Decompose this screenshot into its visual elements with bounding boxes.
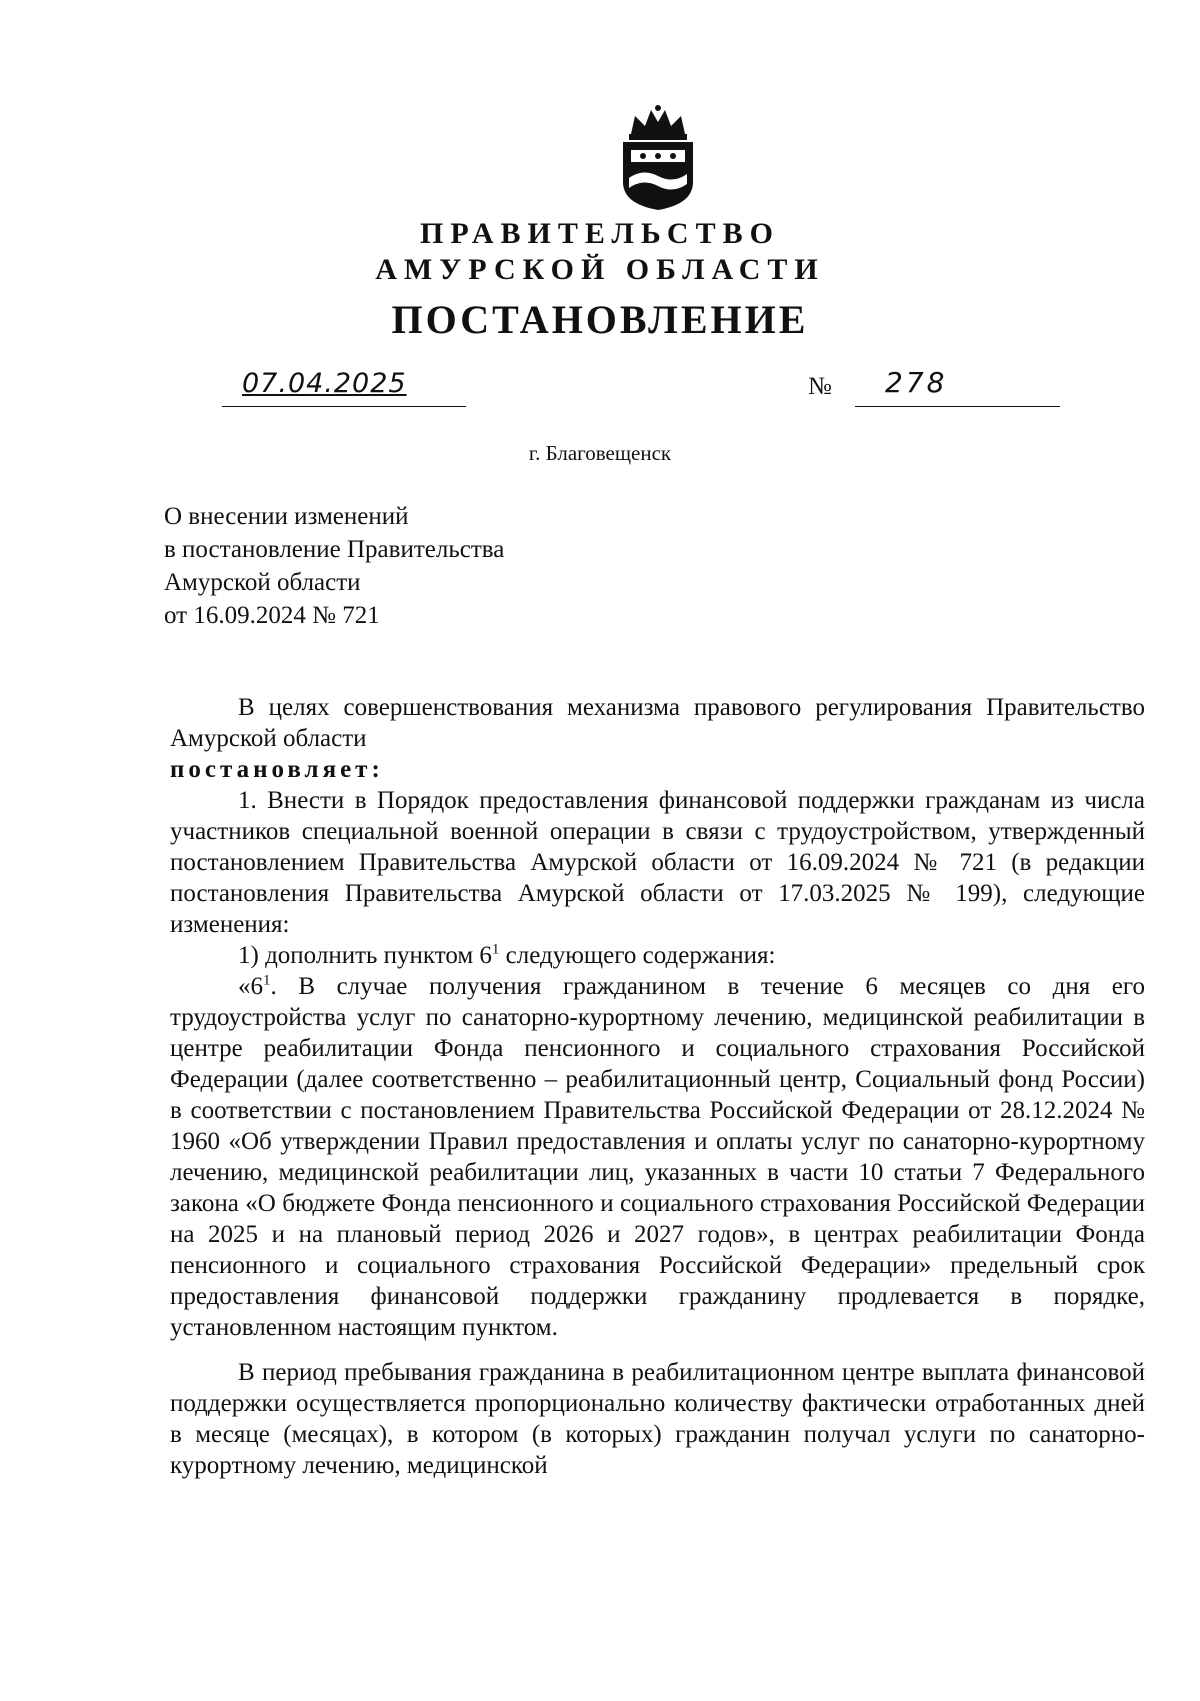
coat-of-arms-icon xyxy=(617,104,699,212)
subject-line: в постановление Правительства xyxy=(164,536,505,563)
superscript: 1 xyxy=(491,941,500,958)
period-paragraph: В период пребывания гражданина в реабилитационном центре выплата финансовой поддержки осуществляется пропорционально количеству фактически отработанных дней в месяце (месяцах), в котором (в которых) гражданин получал услуги по санаторно-курортному лечению, медицинской xyxy=(170,1359,1145,1479)
number-field xyxy=(855,366,1060,407)
subject-line: Амурской области xyxy=(164,569,361,596)
point-6-1-text: . В случае получения гражданином в течение 6 месяцев со дня его трудоустройства услуг по санаторно-курортному лечению, медицинской реабилитации в центре реабилитации Фонда пенсионного и социального страхования Российской Федерации (далее соответственно – реабилитационный центр, Социальный фонд России) в соответствии с постановлением Правительства Российской Федерации от 28.12.2024 № 1960 «Об утверждении Правил предоставления и оплаты услуг по санаторно-курортному лечению, медицинской реабилитации лиц, указанных в части 10 статьи 7 Федерального закона «О бюджете Фонда пенсионного и социального страхования Российской Федерации на 2025 и на плановый период 2026 и 2027 годов», в центрах реабилитации Фонда пенсионного и социального страхования Российской Федерации» предельный срок предоставления финансовой поддержки гражданину продлевается в порядке, установленном настоящим пунктом. xyxy=(170,973,1145,1341)
handwritten-date: 07.04.2025 xyxy=(242,368,407,399)
document-body xyxy=(170,692,1145,1481)
preamble-paragraph: В целях совершенствования механизма правового регулирования Правительство Амурской области xyxy=(170,694,1145,752)
point-6-1-paragraph xyxy=(170,971,1145,1343)
organization-name-line-1: ПРАВИТЕЛЬСТВО xyxy=(420,217,780,250)
handwritten-number: 278 xyxy=(885,366,948,399)
subject-line: О внесении изменений xyxy=(164,503,409,530)
date-field xyxy=(222,368,466,407)
subitem-1-text: 1) дополнить пунктом 6 xyxy=(238,942,492,969)
point-6-1-number: «6 xyxy=(238,973,263,1000)
resolves-label: постановляет: xyxy=(170,756,384,783)
resolves-word xyxy=(170,754,1145,785)
subitem-1-paragraph xyxy=(170,940,1145,971)
item-1-paragraph: 1. Внести в Порядок предоставления финансовой поддержки гражданам из числа участников специальной военной операции в связи с трудоустройством, утвержденный постановлением Правительства Амурской области от 16.09.2024 № 721 (в редакции постановления Правительства Амурской области от 17.03.2025 № 199), следующие изменения: xyxy=(170,787,1145,938)
subitem-1-text-end: следующего содержания: xyxy=(499,942,776,969)
document-type-title: ПОСТАНОВЛЕНИЕ xyxy=(391,297,809,342)
superscript: 1 xyxy=(263,972,271,989)
city-name: г. Благовещенск xyxy=(528,441,672,465)
subject-line: от 16.09.2024 № 721 xyxy=(164,602,380,629)
number-sign: № xyxy=(808,373,832,400)
document-subject xyxy=(164,500,504,632)
organization-name-line-2: АМУРСКОЙ ОБЛАСТИ xyxy=(375,253,825,286)
